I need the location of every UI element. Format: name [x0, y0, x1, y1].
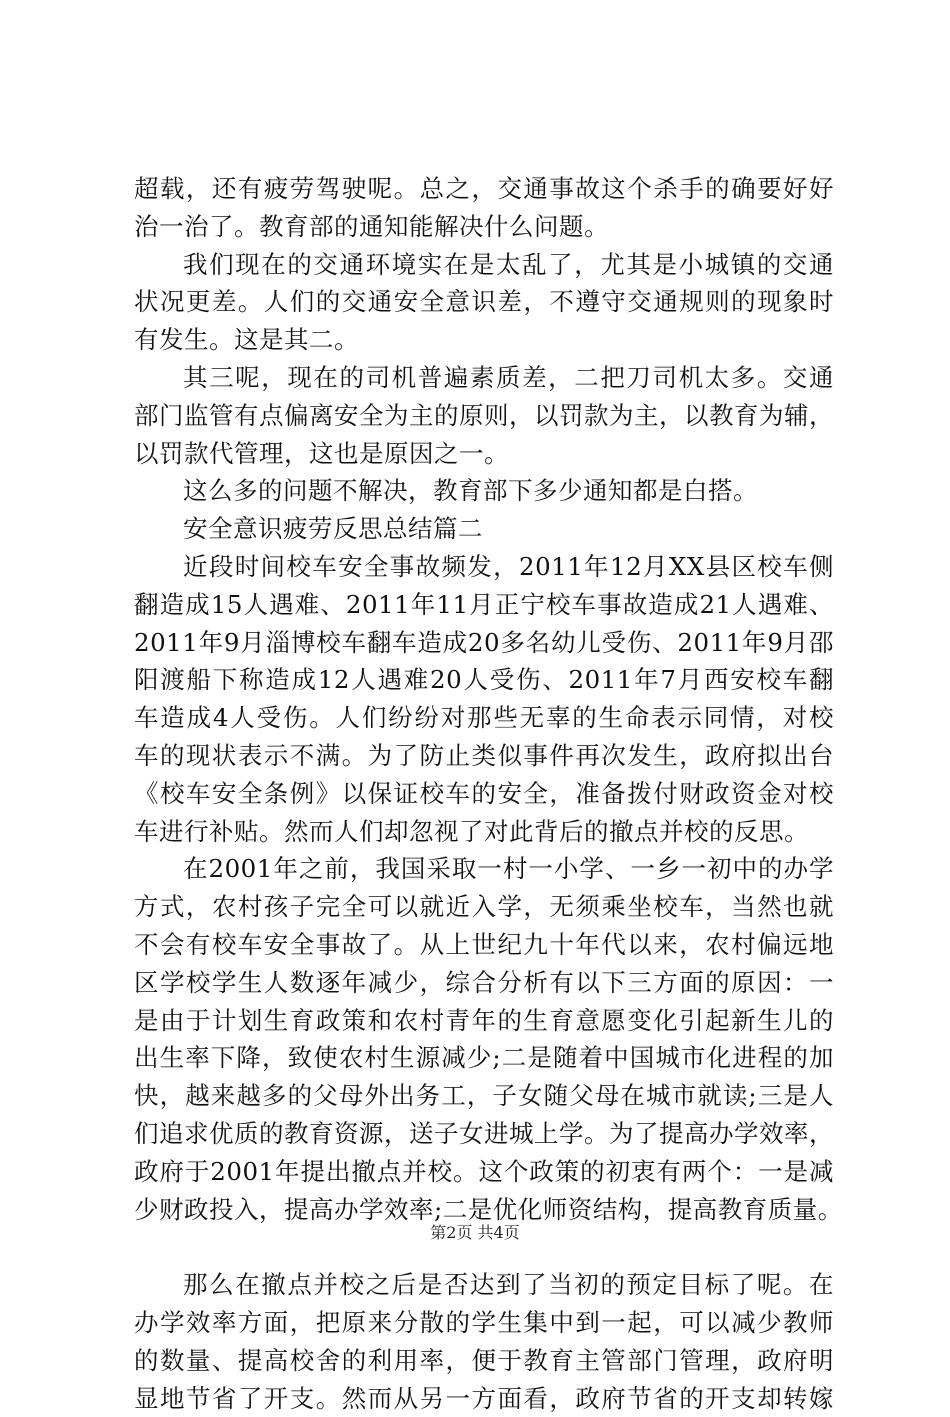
paragraph — [134, 1266, 834, 1417]
text-line: 治一治了。教育部的通知能解决什么问题。 — [134, 208, 834, 246]
paragraph — [134, 472, 834, 510]
paragraph — [134, 850, 834, 1228]
text-line: 其三呢，现在的司机普遍素质差，二把刀司机太多。交通 — [134, 359, 834, 397]
text-line: 2011年9月淄博校车翻车造成20多名幼儿受伤、2011年9月邵 — [134, 624, 834, 662]
paragraph — [134, 548, 834, 850]
text-line: 的数量、提高校舍的利用率，便于教育主管部门管理，政府明 — [134, 1342, 834, 1380]
text-line: 办学效率方面，把原来分散的学生集中到一起，可以减少教师 — [134, 1304, 834, 1342]
text-line: 那么在撤点并校之后是否达到了当初的预定目标了呢。在 — [134, 1266, 834, 1304]
text-line: 车的现状表示不满。为了防止类似事件再次发生，政府拟出台 — [134, 737, 834, 775]
text-line: 超载，还有疲劳驾驶呢。总之，交通事故这个杀手的确要好好 — [134, 170, 834, 208]
text-line: 少财政投入，提高办学效率;二是优化师资结构，提高教育质量。 — [134, 1191, 834, 1229]
text-line: 近段时间校车安全事故频发，2011年12月XX县区校车侧 — [134, 548, 834, 586]
paragraph — [134, 359, 834, 472]
paragraph — [134, 246, 834, 359]
text-line: 这么多的问题不解决，教育部下多少通知都是白搭。 — [134, 472, 834, 510]
text-line: 车造成4人受伤。人们纷纷对那些无辜的生命表示同情，对校 — [134, 699, 834, 737]
text-line: 部门监管有点偏离安全为主的原则，以罚款为主，以教育为辅， — [134, 397, 834, 435]
text-line: 阳渡船下称造成12人遇难20人受伤、2011年7月西安校车翻 — [134, 661, 834, 699]
text-line: 们追求优质的教育资源，送子女进城上学。为了提高办学效率， — [134, 1115, 834, 1153]
text-line: 车进行补贴。然而人们却忽视了对此背后的撤点并校的反思。 — [134, 813, 834, 851]
text-line: 快，越来越多的父母外出务工，子女随父母在城市就读;三是人 — [134, 1077, 834, 1115]
text-line: 政府于2001年提出撤点并校。这个政策的初衷有两个：一是减 — [134, 1153, 834, 1191]
text-line: 不会有校车安全事故了。从上世纪九十年代以来，农村偏远地 — [134, 926, 834, 964]
text-line: 出生率下降，致使农村生源减少;二是随着中国城市化进程的加 — [134, 1039, 834, 1077]
text-line: 在2001年之前，我国采取一村一小学、一乡一初中的办学 — [134, 850, 834, 888]
paragraph — [134, 170, 834, 246]
text-line: 我们现在的交通环境实在是太乱了，尤其是小城镇的交通 — [134, 246, 834, 284]
text-line: 方式，农村孩子完全可以就近入学，无须乘坐校车，当然也就 — [134, 888, 834, 926]
text-line: 显地节省了开支。然而从另一方面看，政府节省的开支却转嫁 — [134, 1380, 834, 1417]
page-footer: 第2页 共4页 — [0, 1223, 950, 1243]
text-line: 区学校学生人数逐年减少，综合分析有以下三方面的原因：一 — [134, 964, 834, 1002]
text-line: 以罚款代管理，这也是原因之一。 — [134, 435, 834, 473]
text-line: 翻造成15人遇难、2011年11月正宁校车事故造成21人遇难、 — [134, 586, 834, 624]
text-line: 《校车安全条例》以保证校车的安全，准备拨付财政资金对校 — [134, 775, 834, 813]
text-line: 安全意识疲劳反思总结篇二 — [134, 510, 834, 548]
text-line: 是由于计划生育政策和农村青年的生育意愿变化引起新生儿的 — [134, 1002, 834, 1040]
text-line: 有发生。这是其二。 — [134, 321, 834, 359]
paragraph — [134, 510, 834, 548]
text-line: 状况更差。人们的交通安全意识差，不遵守交通规则的现象时 — [134, 283, 834, 321]
